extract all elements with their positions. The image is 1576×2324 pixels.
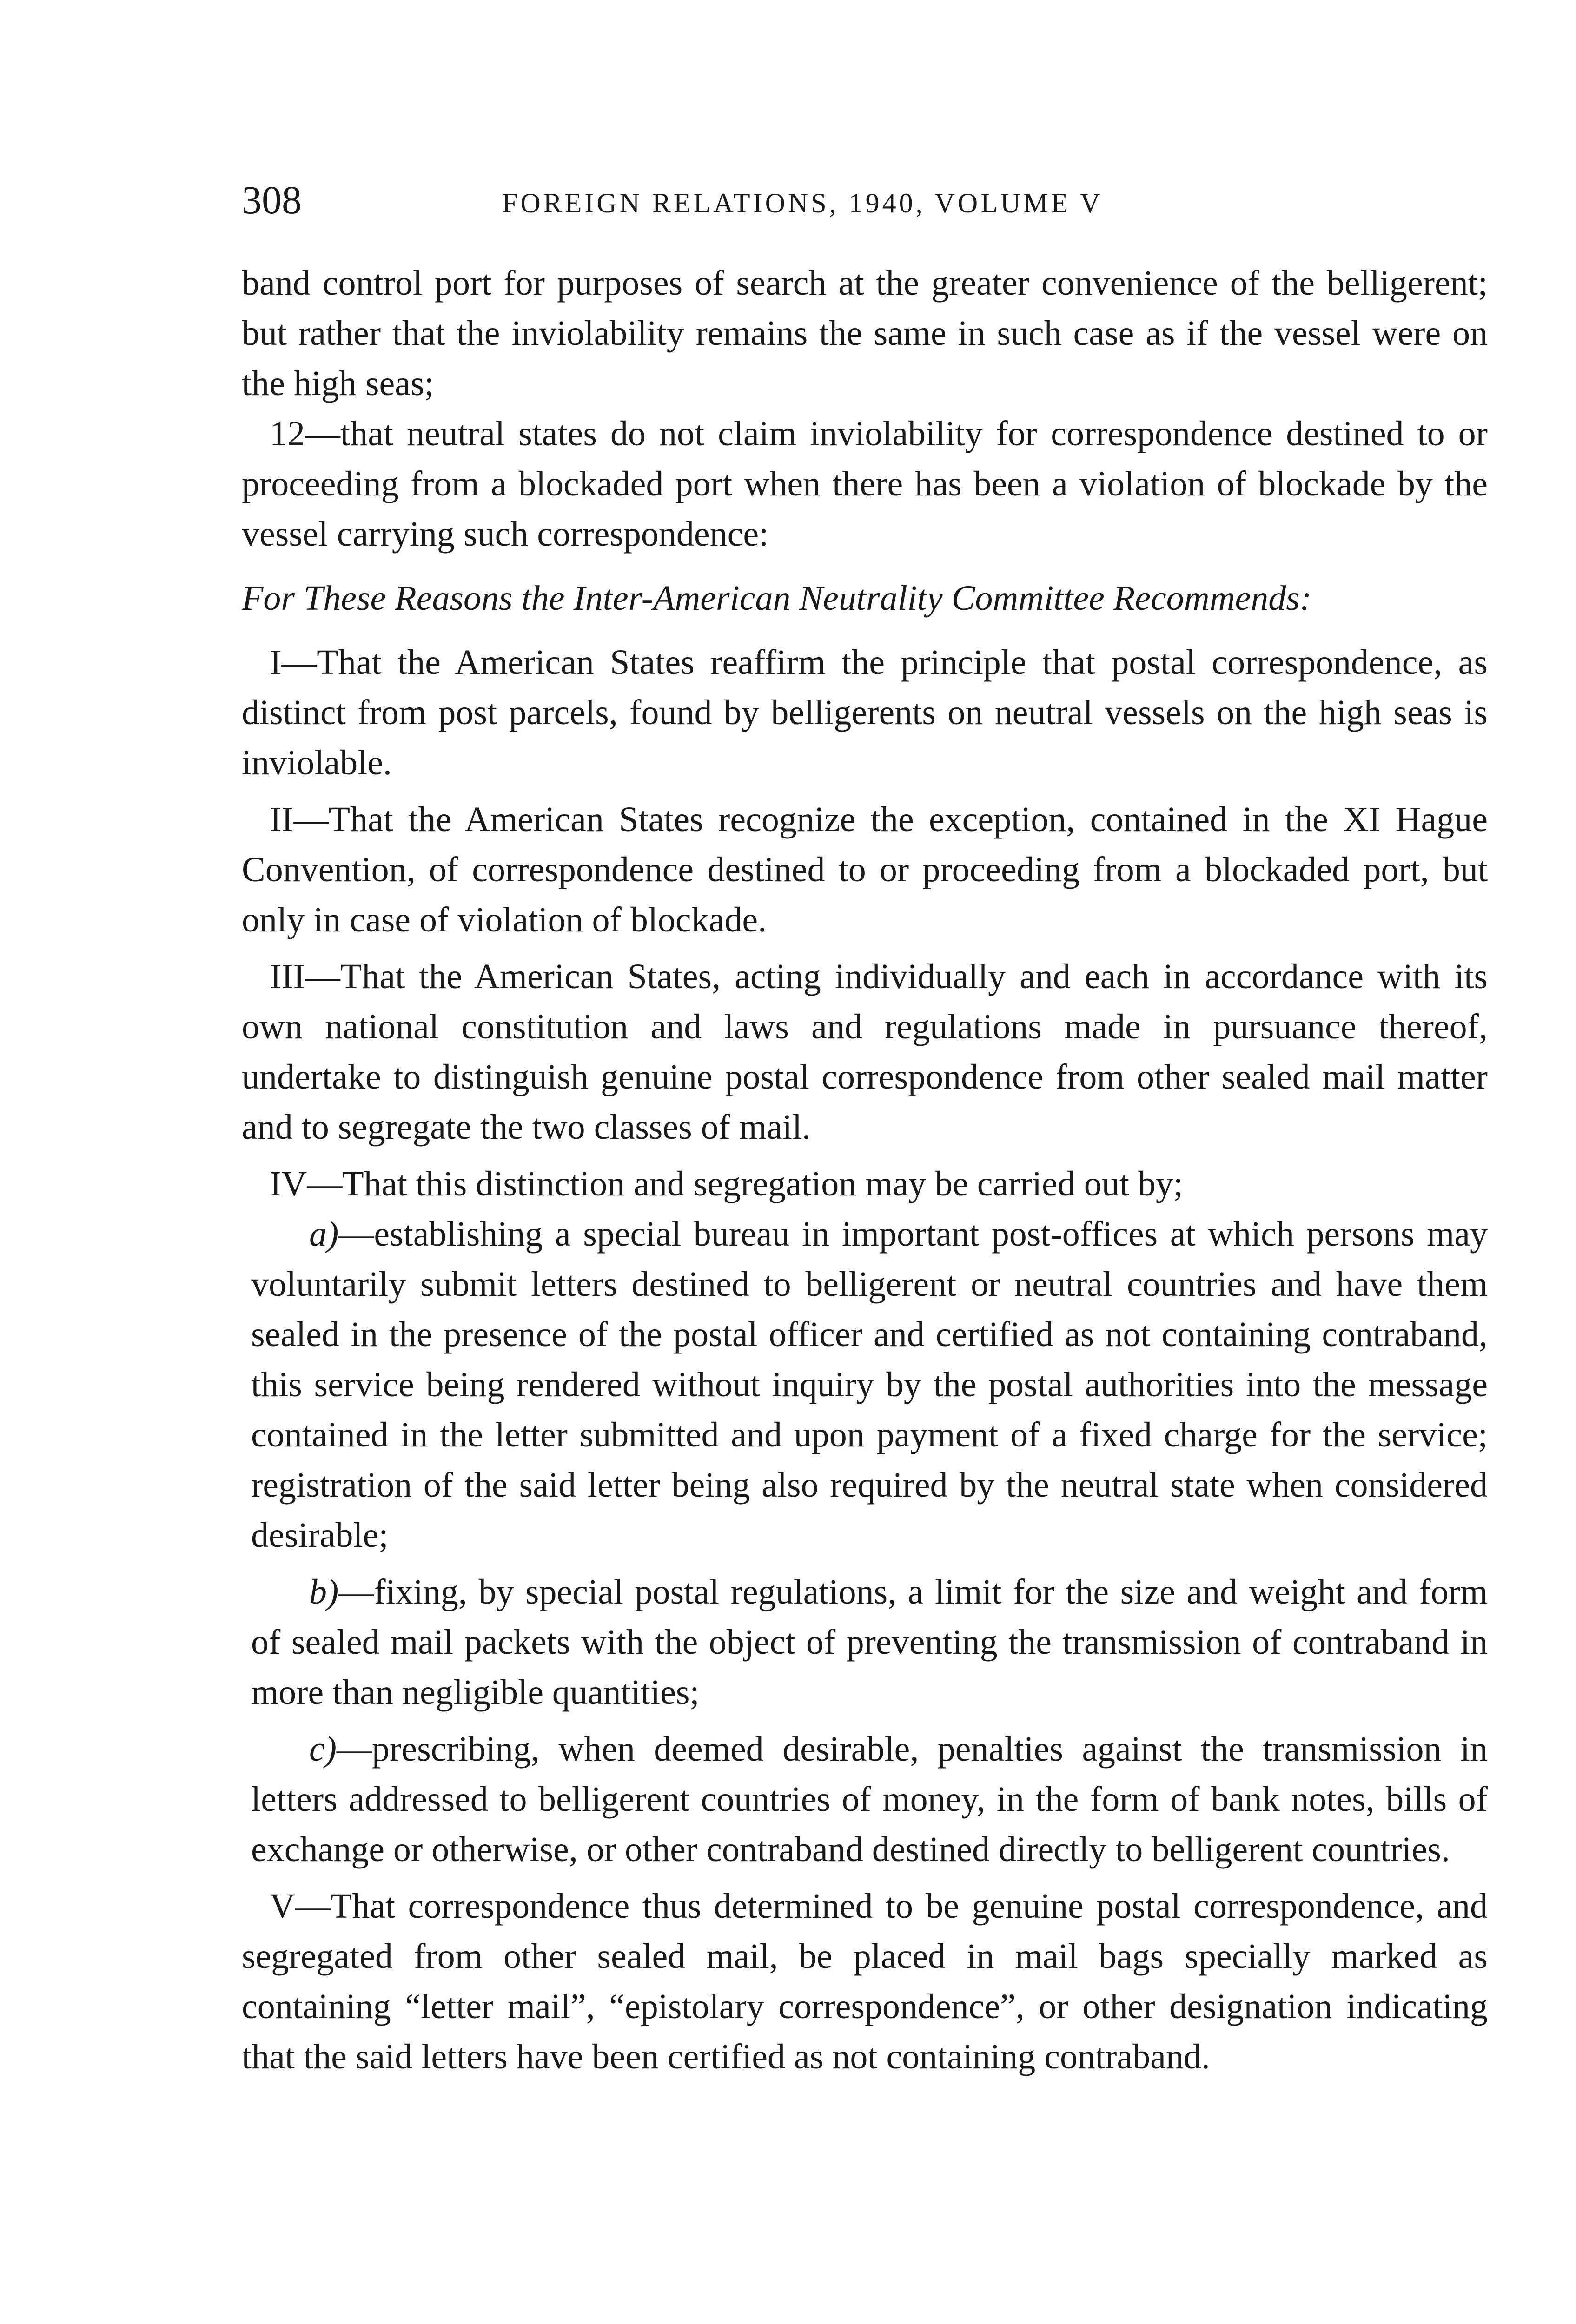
body-text (242, 258, 1488, 2082)
item-text-a: —establishing a special bureau in important post-offices at which persons may voluntarily submit letters destined to belligerent or neutral countries and have them sealed in the presence of the postal officer and certified as not containing contraband, this service being rendered without inquiry by the postal authorities into the message contained in the letter submitted and upon payment of a fixed charge for the service; registration of the said letter being also required by the neutral state when considered desirable; (251, 1215, 1488, 1555)
item-marker-c: c) (309, 1730, 337, 1769)
running-head: FOREIGN RELATIONS, 1940, VOLUME V (502, 188, 1103, 218)
item-marker-b: b) (309, 1572, 339, 1611)
page-number: 308 (242, 178, 302, 222)
paragraph-II: II—That the American States recognize the exception, contained in the XI Hague Convention, of correspondence destined to or proceeding from a blockaded port, but only in case of violation of blockade. (242, 800, 1488, 939)
paragraph-III: III—That the American States, acting individually and each in accordance with its own national constitution and laws and regulations made in pursuance thereof, undertake to distinguish genuine postal correspondence from other sealed mail matter and to segregate the two classes of mail. (242, 957, 1488, 1147)
item-text-c: —prescribing, when deemed desirable, penalties against the transmission in letters addressed to belligerent countries of money, in the form of bank notes, bills of exchange or otherwise, or other contraband destined directly to belligerent countries. (251, 1730, 1488, 1869)
item-text-b: —fixing, by special postal regulations, a limit for the size and weight and form of sealed mail packets with the object of preventing the transmission of contraband in more than negligible quantities; (251, 1572, 1488, 1712)
paragraph-IV: IV—That this distinction and segregation may be carried out by; (270, 1164, 1183, 1203)
paragraph-I: I—That the American States reaffirm the principle that postal correspondence, as distinct from post parcels, found by belligerents on neutral vessels on the high seas is inviolable. (242, 643, 1488, 782)
paragraph-V: V—That correspondence thus determined to be genuine postal correspondence, and segregated from other sealed mail, be placed in mail bags specially marked as containing “letter mail”, “epistolary correspondence”, or other designation indicating that the said letters have been certified as not containing contraband. (242, 1887, 1488, 2076)
paragraph-IV-b (242, 1567, 1488, 1717)
page-header (242, 177, 1478, 232)
paragraph-continued: band control port for purposes of search at the greater convenience of the belligerent; but rather that the inviolability remains the same in such case as if the vessel were on the high seas; (242, 264, 1488, 403)
paragraph-IV-a (242, 1209, 1488, 1560)
item-marker-a: a) (309, 1215, 339, 1254)
paragraph-IV-c (242, 1724, 1488, 1875)
paragraph-12: 12—that neutral states do not claim inviolability for correspondence destined to or proceeding from a blockaded port when there has been a violation of blockade by the vessel carrying such correspondence: (242, 414, 1488, 554)
recommendation-heading: For These Reasons the Inter-American Neutrality Committee Recommends: (242, 579, 1312, 618)
